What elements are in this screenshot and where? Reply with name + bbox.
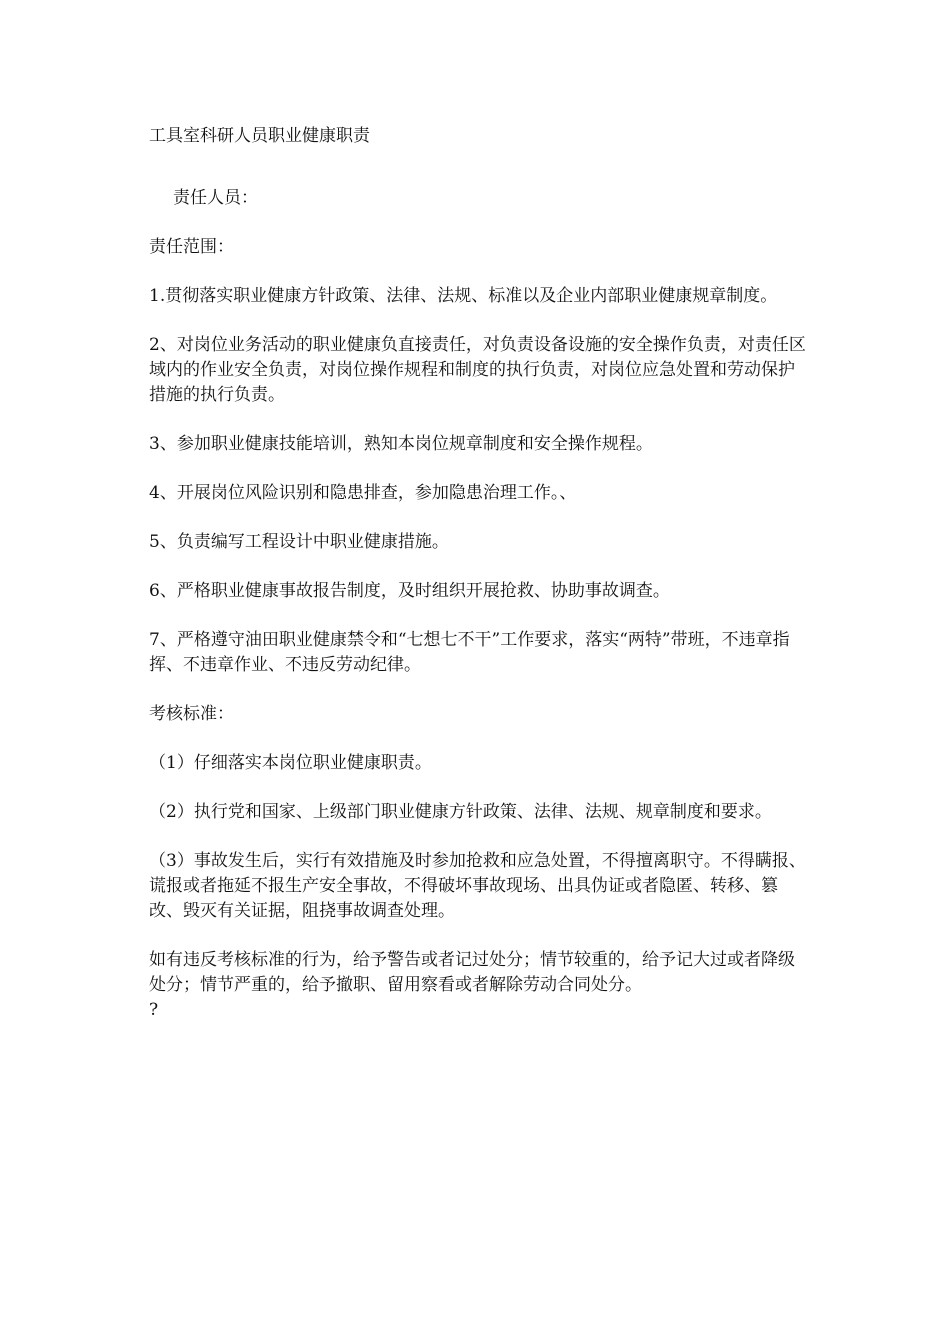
- scope-item-7: 7、严格遵守油田职业健康禁令和“七想七不干”工作要求，落实“两特”带班，不违章指挥、不违章作业、不违反劳动纪律。: [149, 630, 790, 675]
- assessment-label: 考核标准：: [149, 704, 234, 724]
- scope-item-6: 6、严格职业健康事故报告制度，及时组织开展抢救、协助事故调查。: [149, 581, 670, 601]
- trailing-mark: ?: [149, 1000, 159, 1020]
- document-body: [149, 124, 809, 1023]
- scope-item-1: 1.贯彻落实职业健康方针政策、法律、法规、标准以及企业内部职业健康规章制度。: [149, 286, 778, 306]
- assessment-item-2: （2）执行党和国家、上级部门职业健康方针政策、法律、法规、规章制度和要求。: [149, 802, 772, 822]
- scope-item-5: 5、负责编写工程设计中职业健康措施。: [149, 532, 449, 552]
- responsible-person-label: 责任人员：: [173, 188, 258, 208]
- scope-label: 责任范围：: [149, 237, 234, 257]
- scope-item-3: 3、参加职业健康技能培训，熟知本岗位规章制度和安全操作规程。: [149, 434, 653, 454]
- scope-item-4: 4、开展岗位风险识别和隐患排查，参加隐患治理工作。、: [149, 483, 577, 503]
- scope-item-2: 2、对岗位业务活动的职业健康负直接责任，对负责设备设施的安全操作负责，对责任区域内的作业安全负责，对岗位操作规程和制度的执行负责，对岗位应急处置和劳动保护措施的执行负责。: [149, 335, 806, 405]
- document-title: 工具室科研人员职业健康职责: [149, 126, 370, 146]
- assessment-item-1: （1）仔细落实本岗位职业健康职责。: [149, 753, 432, 773]
- assessment-item-3: （3）事故发生后，实行有效措施及时参加抢救和应急处置，不得擅离职守。不得瞒报、谎报或者拖延不报生产安全事故，不得破坏事故现场、出具伪证或者隐匿、转移、篡改、毁灭有关证据，阻挠事故调查处理。: [149, 851, 806, 921]
- penalty-text: 如有违反考核标准的行为，给予警告或者记过处分；情节较重的，给予记大过或者降级处分；情节严重的，给予撤职、留用察看或者解除劳动合同处分。: [149, 950, 795, 995]
